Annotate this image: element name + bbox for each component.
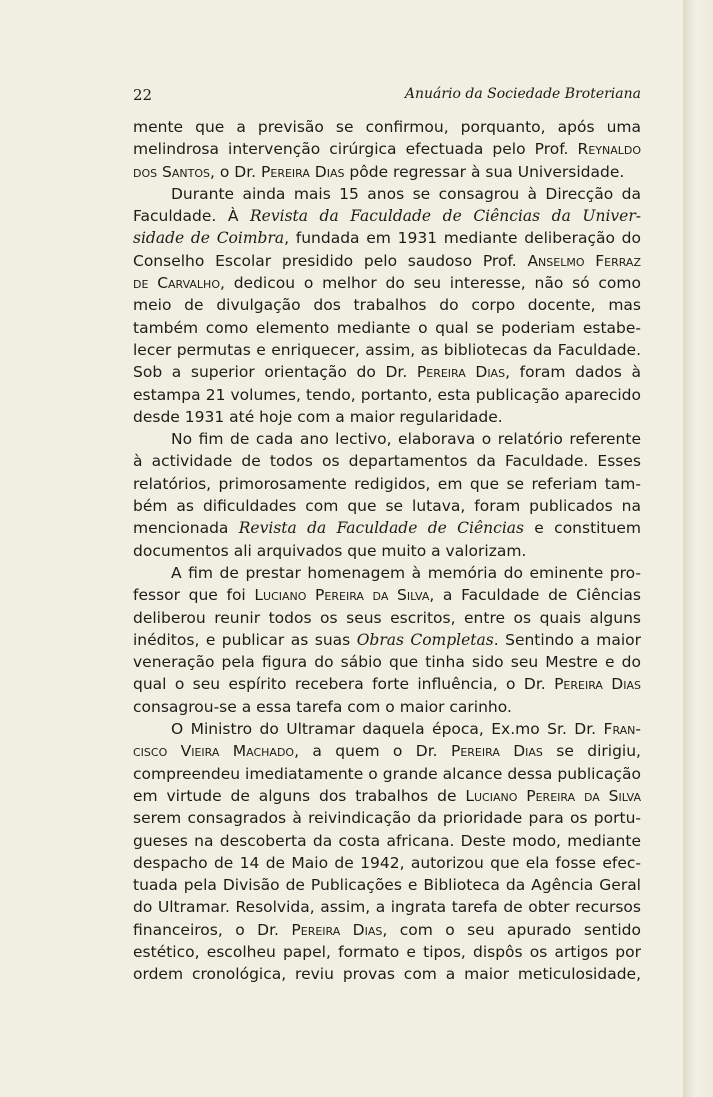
text-line: desde 1931 até hoje com a maior regularidade.	[133, 407, 503, 426]
text-line: estético, escolheu papel, formato e tipos, dispôs os artigos por	[133, 942, 641, 961]
text-line: financeiros, o Dr. Pereira Dias, com o seu apurado sentido	[133, 920, 641, 939]
text-line: documentos ali arquivados que muito a valorizam.	[133, 541, 527, 560]
text-line: Conselho Escolar presidido pelo saudoso Prof. Anselmo Ferraz	[133, 251, 641, 270]
text-line: compreendeu imediatamente o grande alcance dessa publicação	[133, 764, 641, 783]
text-line: melindrosa intervenção cirúrgica efectuada pelo Prof. Reynaldo	[133, 140, 641, 159]
text-line: sidade de Coimbra, fundada em 1931 mediante deliberação do	[133, 229, 641, 248]
text-line: consagrou-se a essa tarefa com o maior carinho.	[133, 697, 512, 716]
text-line: meio de divulgação dos trabalhos do corpo docente, mas	[133, 296, 641, 315]
text-line: mente que a previsão se confirmou, porquanto, após uma	[133, 118, 641, 136]
text-line: do Ultramar. Resolvida, assim, a ingrata tarefa de obter recursos	[133, 898, 641, 917]
paragraph-start-line: Durante ainda mais 15 anos se consagrou à Direcção da	[171, 184, 641, 203]
text-line: cisco Vieira Machado, a quem o Dr. Pereira Dias se dirigiu,	[133, 742, 641, 761]
text-line: relatórios, primorosamente redigidos, em que se referiam tam-	[133, 474, 641, 493]
text-line: dos Santos, o Dr. Pereira Dias pôde regressar à sua Universidade.	[133, 162, 625, 181]
text-line: qual o seu espírito recebera forte influência, o Dr. Pereira Dias	[133, 675, 641, 694]
text-line: Sob a superior orientação do Dr. Pereira Dias, foram dados à	[133, 363, 641, 382]
text-line: tuada pela Divisão de Publicações e Biblioteca da Agência Geral	[133, 876, 641, 895]
text-line: também como elemento mediante o qual se poderiam estabe-	[133, 318, 641, 337]
text-line: deliberou reunir todos os seus escritos, entre os quais alguns	[133, 608, 641, 627]
text-line: despacho de 14 de Maio de 1942, autorizou que ela fosse efec-	[133, 853, 641, 872]
text-line: de Carvalho, dedicou o melhor do seu interesse, não só como	[133, 274, 641, 293]
text-line: veneração pela figura do sábio que tinha sido seu Mestre e do	[133, 653, 641, 672]
text-line: gueses na descoberta da costa africana. Deste modo, mediante	[133, 831, 641, 850]
text-line: fessor que foi Luciano Pereira da Silva, a Faculdade de Ciências	[133, 586, 641, 605]
running-head: Anuário da Sociedade Broteriana	[404, 86, 641, 102]
text-line: estampa 21 volumes, tendo, portanto, esta publicação aparecido	[133, 385, 641, 404]
text-line: bém as dificuldades com que se lutava, foram publicados na	[133, 497, 641, 516]
paragraph-start-line: O Ministro do Ultramar daquela época, Ex.mo Sr. Dr. Fran-	[171, 720, 641, 739]
paragraph-start-line: A fim de prestar homenagem à memória do eminente pro-	[171, 563, 641, 582]
text-line: lecer permutas e enriquecer, assim, as bibliotecas da Faculdade.	[133, 340, 641, 359]
text-line: serem consagrados à reivindicação da prioridade para os portu-	[133, 809, 641, 828]
text-line: à actividade de todos os departamentos da Faculdade. Esses	[133, 452, 641, 471]
text-line: inéditos, e publicar as suas Obras Completas. Sentindo a maior	[133, 630, 641, 649]
page-number: 22	[133, 86, 153, 104]
text-line: mencionada Revista da Faculdade de Ciências e constituem	[133, 519, 641, 538]
paragraph-start-line: No fim de cada ano lectivo, elaborava o relatório referente	[171, 430, 641, 449]
text-line: Faculdade. À Revista da Faculdade de Ciências da Univer-	[133, 207, 641, 226]
page-edge	[683, 0, 713, 1097]
text-line: em virtude de alguns dos trabalhos de Luciano Pereira da Silva	[133, 786, 642, 805]
body-text	[133, 116, 641, 986]
text-line: ordem cronológica, reviu provas com a maior meticulosidade,	[133, 965, 641, 984]
